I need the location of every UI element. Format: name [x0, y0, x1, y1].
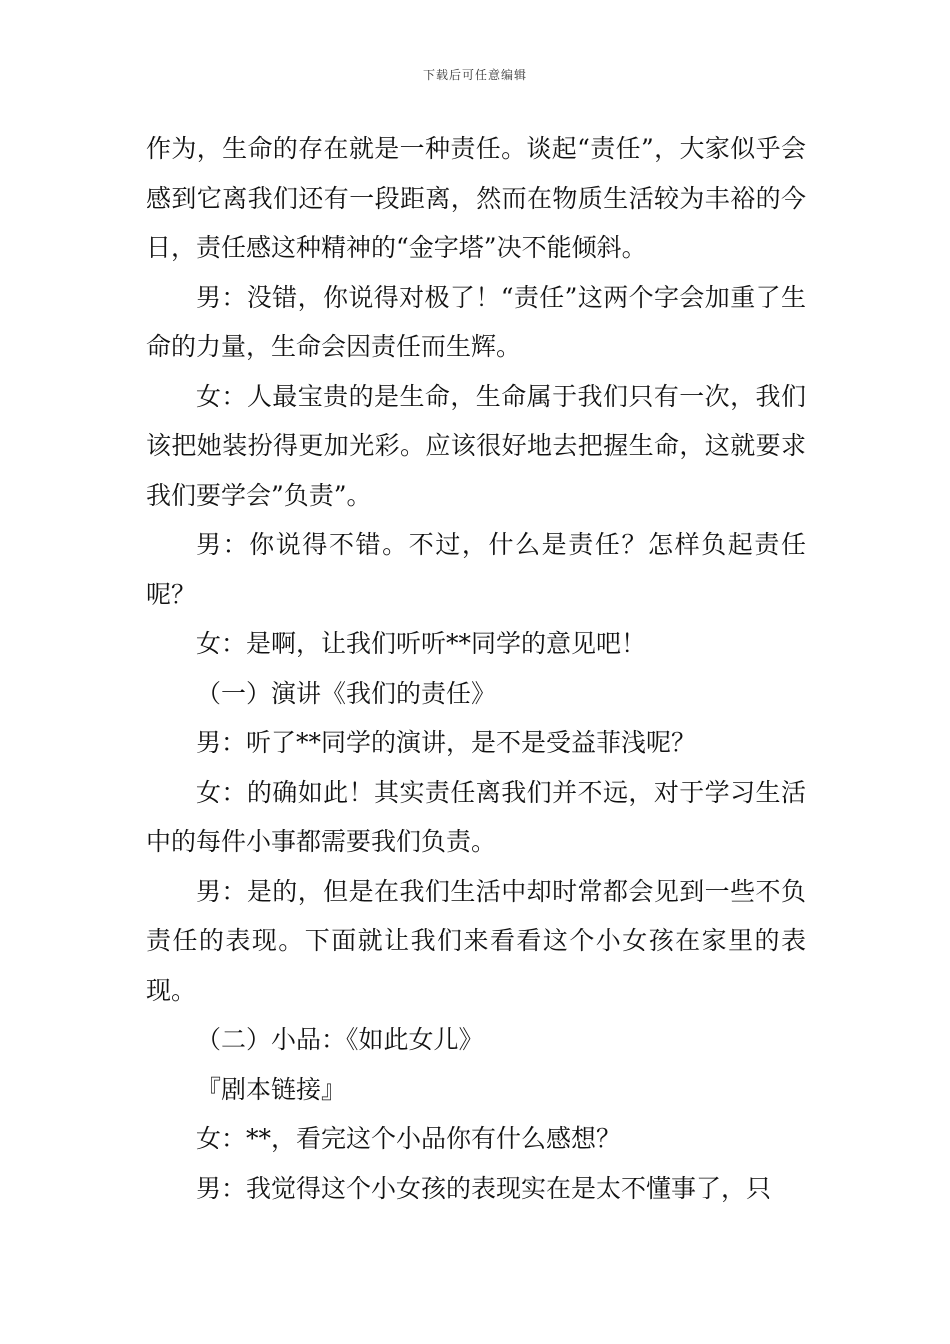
paragraph: 男：没错，你说得对极了！“责任”这两个字会加重了生命的力量，生命会因责任而生辉。 [146, 282, 806, 361]
paragraph: 男：你说得不错。不过，什么是责任？怎样负起责任呢？ [146, 530, 806, 609]
paragraph: 女：**，看完这个小品你有什么感想？ [196, 1124, 622, 1153]
script-link: 『剧本链接』 [196, 1074, 347, 1104]
paragraph: 女：的确如此！其实责任离我们并不远，对于学习生活中的每件小事都需要我们负责。 [146, 777, 806, 856]
paragraph: 男：听了**同学的演讲，是不是受益菲浅呢？ [196, 728, 697, 757]
section-heading: （一）演讲《我们的责任》 [196, 678, 497, 708]
section-heading: （二）小品：《如此女儿》 [196, 1025, 484, 1054]
document-body [146, 124, 806, 1213]
page-header: 下载后可任意编辑 [422, 68, 527, 82]
paragraph: 女：是啊，让我们听听**同学的意见吧！ [196, 629, 647, 658]
paragraph: 作为，生命的存在就是一种责任。谈起“责任”，大家似乎会感到它离我们还有一段距离，然而在物质生活较为丰裕的今日，责任感这种精神的“金字塔”决不能倾斜。 [146, 134, 806, 262]
paragraph: 男：我觉得这个小女孩的表现实在是太不懂事了，只 [196, 1173, 772, 1203]
paragraph: 女：人最宝贵的是生命，生命属于我们只有一次，我们该把她装扮得更加光彩。应该很好地去把握生命，这就要求我们要学会”负责”。 [146, 381, 806, 510]
paragraph: 男：是的，但是在我们生活中却时常都会见到一些不负责任的表现。下面就让我们来看看这个小女孩在家里的表现。 [146, 876, 806, 1005]
